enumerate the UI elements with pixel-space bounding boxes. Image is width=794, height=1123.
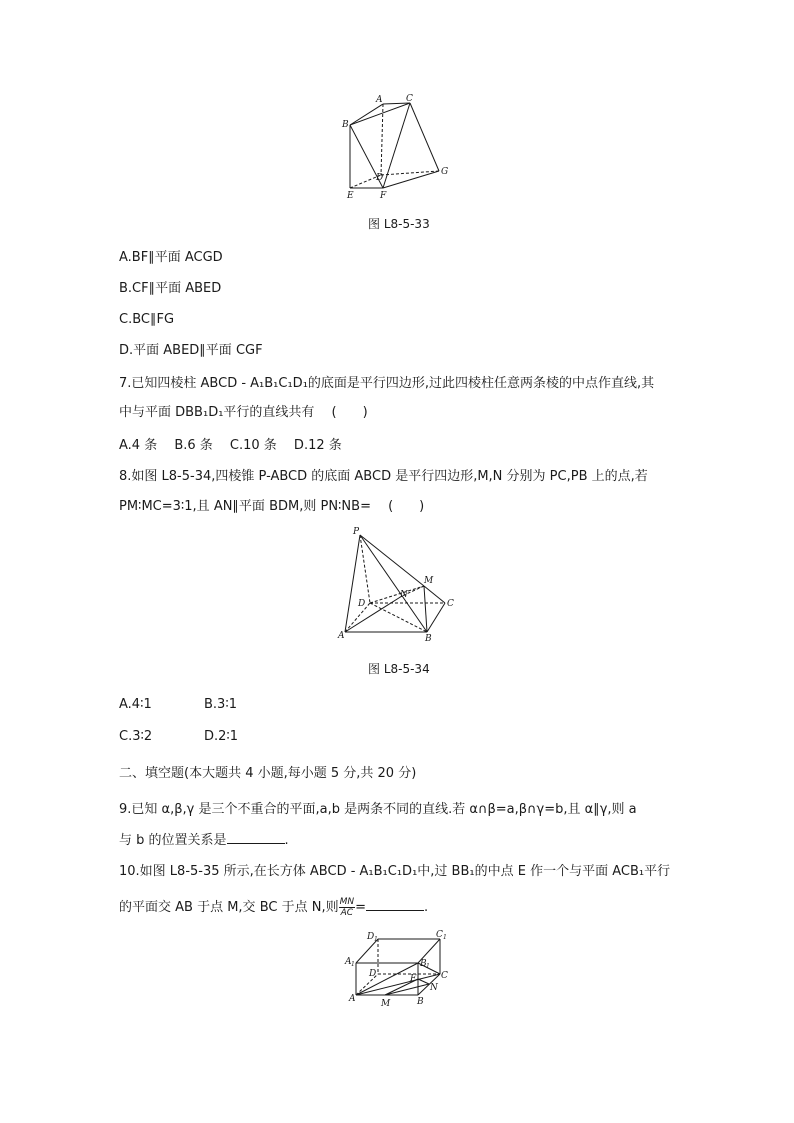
fig33-label-b: B <box>342 120 349 130</box>
fraction-denominator: AC <box>340 908 354 918</box>
q9-line2-text: 与 b 的位置关系是 <box>119 833 227 848</box>
q10-equals: = <box>355 900 366 915</box>
fig33-label-a: A <box>376 95 383 105</box>
fig35-label-m: M <box>381 999 391 1009</box>
figure-caption-34: 图 L8-5-34 <box>368 662 430 676</box>
fig33-label-f: F <box>380 191 387 201</box>
q6-option-b: B.CF∥平面 ABED <box>119 281 222 296</box>
fraction-numerator: MN <box>339 897 355 907</box>
fig35-sub-a1: 1 <box>351 961 355 968</box>
q8-line1: 8.如图 L8-5-34,四棱锥 P-ABCD 的底面 ABCD 是平行四边形,M,N 分别为 PC,PB 上的点,若 <box>119 469 648 484</box>
q8-option-d: D.2∶1 <box>204 729 239 744</box>
fig34-label-m: M <box>424 576 434 586</box>
fig35-label-d1: D <box>367 932 375 942</box>
figure-caption-33: 图 L8-5-33 <box>368 217 430 231</box>
q10-line2 <box>119 897 428 918</box>
fig34-label-c: C <box>447 599 454 609</box>
fig35-label-a: A <box>349 994 356 1004</box>
answer-blank[interactable] <box>366 898 424 911</box>
fig34-label-p: P <box>353 527 360 537</box>
q9-line1: 9.已知 α,β,γ 是三个不重合的平面,a,b 是两条不同的直线.若 α∩β=a,β∩γ=b,且 α∥γ,则 a <box>119 802 637 817</box>
fig35-label-n: N <box>430 983 438 993</box>
fig35-label-b1: B <box>420 959 427 969</box>
section-heading: 二、填空题(本大题共 4 小题,每小题 5 分,共 20 分) <box>119 766 417 781</box>
fig35-label-e: E <box>410 974 417 984</box>
q8-option-c: C.3∶2 <box>119 729 153 744</box>
q8-option-a: A.4∶1 <box>119 697 152 712</box>
fig35-label-c: C <box>441 971 448 981</box>
fig35-sub-b1: 1 <box>426 963 430 970</box>
fig33-label-d: D <box>376 173 384 183</box>
q7-line2: 中与平面 DBB₁D₁平行的直线共有 ( ) <box>119 405 368 420</box>
q10-line1: 10.如图 L8-5-35 所示,在长方体 ABCD - A₁B₁C₁D₁中,过 BB₁的中点 E 作一个与平面 ACB₁平行 <box>119 864 671 879</box>
fig33-label-e: E <box>347 191 354 201</box>
answer-blank[interactable] <box>227 831 285 844</box>
fig35-label-d: D <box>369 969 377 979</box>
fig34-label-a: A <box>338 631 345 641</box>
q8-line2: PM∶MC=3∶1,且 AN∥平面 BDM,则 PN∶NB= ( ) <box>119 499 425 514</box>
q10-line2-end: . <box>424 900 429 915</box>
q7-line1: 7.已知四棱柱 ABCD - A₁B₁C₁D₁的底面是平行四边形,过此四棱柱任意两条棱的中点作直线,其 <box>119 376 655 391</box>
fig35-label-a1: A <box>345 957 352 967</box>
fig35-sub-d1: 1 <box>374 936 378 943</box>
fig35-label-b: B <box>417 997 424 1007</box>
fig33-label-g: G <box>441 167 449 177</box>
q10-line2-text: 的平面交 AB 于点 M,交 BC 于点 N,则 <box>119 900 339 915</box>
fig33-label-c: C <box>406 94 413 104</box>
fig35-label-c1: C <box>436 930 443 940</box>
q8-option-b: B.3∶1 <box>204 697 237 712</box>
fig35-sub-c1: 1 <box>443 934 447 941</box>
figure-l8-5-35 <box>340 928 460 1010</box>
q9-line2-end: . <box>284 833 289 848</box>
fig34-label-d: D <box>358 599 366 609</box>
figure-l8-5-33 <box>335 92 455 204</box>
q9-line2 <box>119 831 289 850</box>
q6-option-d: D.平面 ABED∥平面 CGF <box>119 343 263 358</box>
fig34-label-n: N <box>400 590 408 600</box>
fig34-label-b: B <box>425 634 432 644</box>
fraction-mn-ac <box>339 897 356 918</box>
figure-l8-5-34 <box>336 526 466 644</box>
q6-option-a: A.BF∥平面 ACGD <box>119 250 223 265</box>
q7-options: A.4 条 B.6 条 C.10 条 D.12 条 <box>119 438 342 453</box>
q6-option-c: C.BC∥FG <box>119 312 175 327</box>
